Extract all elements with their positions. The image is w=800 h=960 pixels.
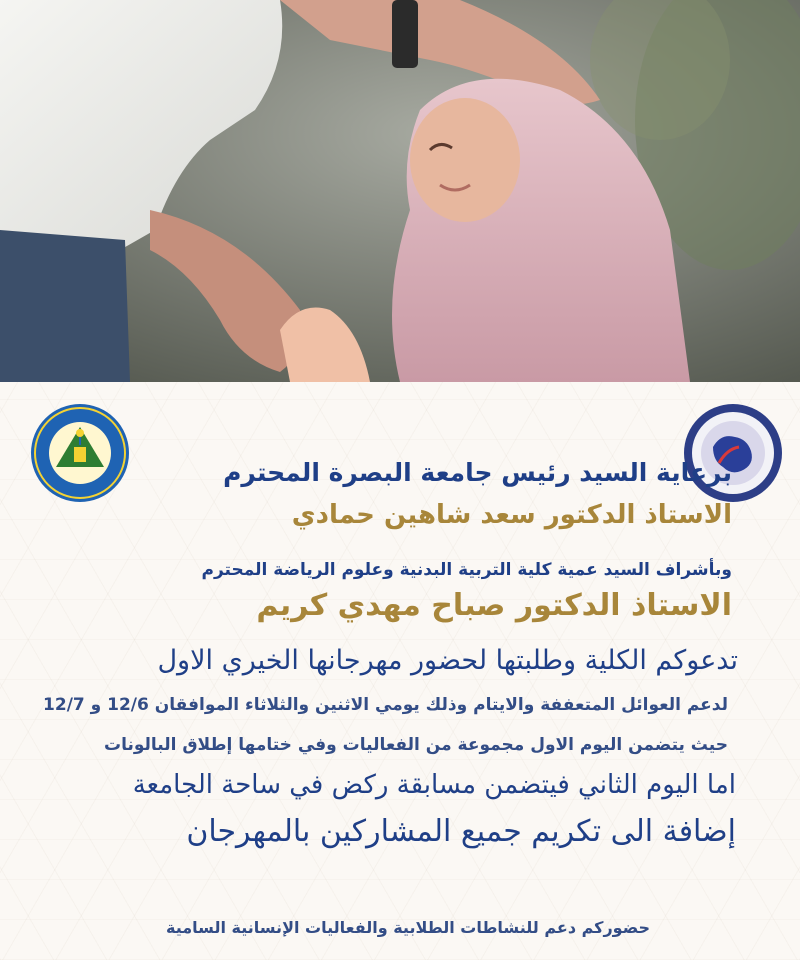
president-name: الاستاذ الدكتور سعد شاهين حمادي xyxy=(291,500,732,530)
faculty-logo-icon xyxy=(683,403,783,503)
patronage-line: برعاية السيد رئيس جامعة البصرة المحترم xyxy=(223,458,732,487)
university-of-basrah-logo-icon xyxy=(30,403,130,503)
invitation-heading: تدعوكم الكلية وطلبتها لحضور مهرجانها الخيري الاول xyxy=(157,645,738,676)
day-two-line: اما اليوم الثاني فيتضمن مسابقة ركض في ساحة الجامعة xyxy=(132,770,736,800)
dean-name: الاستاذ الدكتور صباح مهدي كريم xyxy=(256,588,732,623)
closing-line: حضوركم دعم للنشاطات الطلابية والفعاليات الإنسانية السامية xyxy=(166,918,650,937)
hero-photo xyxy=(0,0,800,382)
father-child-photo-illustration xyxy=(0,0,800,382)
honoring-line: إضافة الى تكريم جميع المشاركين بالمهرجان xyxy=(186,814,736,849)
event-dates-line: لدعم العوائل المتعففة والايتام وذلك يومي الاثنين والثلاثاء الموافقان 12/6 و 12/7 xyxy=(43,695,728,715)
day-one-line: حيث يتضمن اليوم الاول مجموعة من الفعاليات وفي ختامها إطلاق البالونات xyxy=(104,735,728,755)
supervision-line: وبأشراف السيد عمية كلية التربية البدنية وعلوم الرياضة المحترم xyxy=(201,560,732,580)
